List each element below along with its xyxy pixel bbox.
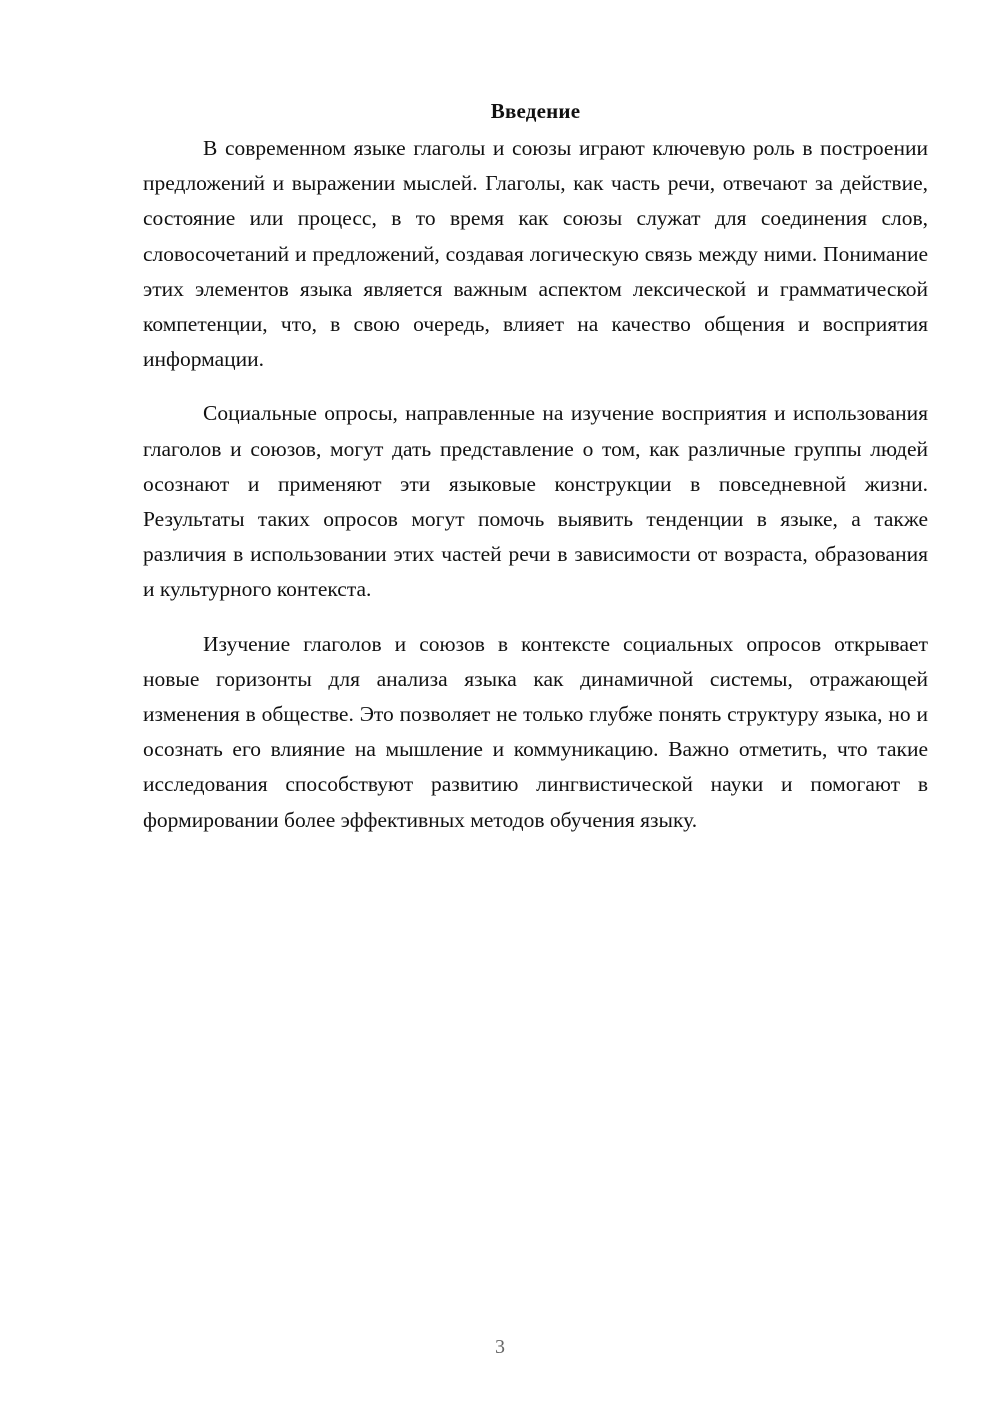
section-heading: Введение xyxy=(490,99,581,123)
page-content xyxy=(143,96,928,857)
paragraph-2: Социальные опросы, направленные на изучение восприятия и использования глаголов и союзов, могут дать представление о том, как различные группы людей осознают и применяют эти языковые конструкции в повседневной жизни. Результаты таких опросов могут помочь выявить тенденции в языке, а также различия в использовании этих частей речи в зависимости от возраста, образования и культурного контекста. xyxy=(143,401,928,602)
paragraph-3: Изучение глаголов и союзов в контексте социальных опросов открывает новые горизонты для анализа языка как динамичной системы, отражающей изменения в обществе. Это позволяет не только глубже понять структуру языка, но и осознать его влияние на мышление и коммуникацию. Важно отметить, что такие исследования способствуют развитию лингвистической науки и помогают в формировании более эффективных методов обучения языку. xyxy=(143,631,928,832)
paragraph-1: В современном языке глаголы и союзы играют ключевую роль в построении предложений и выражении мыслей. Глаголы, как часть речи, отвечают за действие, состояние или процесс, в то время как союзы служат для соединения слов, словосочетаний и предложений, создавая логическую связь между ними. Понимание этих элементов языка является важным аспектом лексической и грамматической компетенции, что, в свою очередь, влияет на качество общения и восприятия информации. xyxy=(143,136,928,372)
page-number: 3 xyxy=(495,1336,505,1358)
